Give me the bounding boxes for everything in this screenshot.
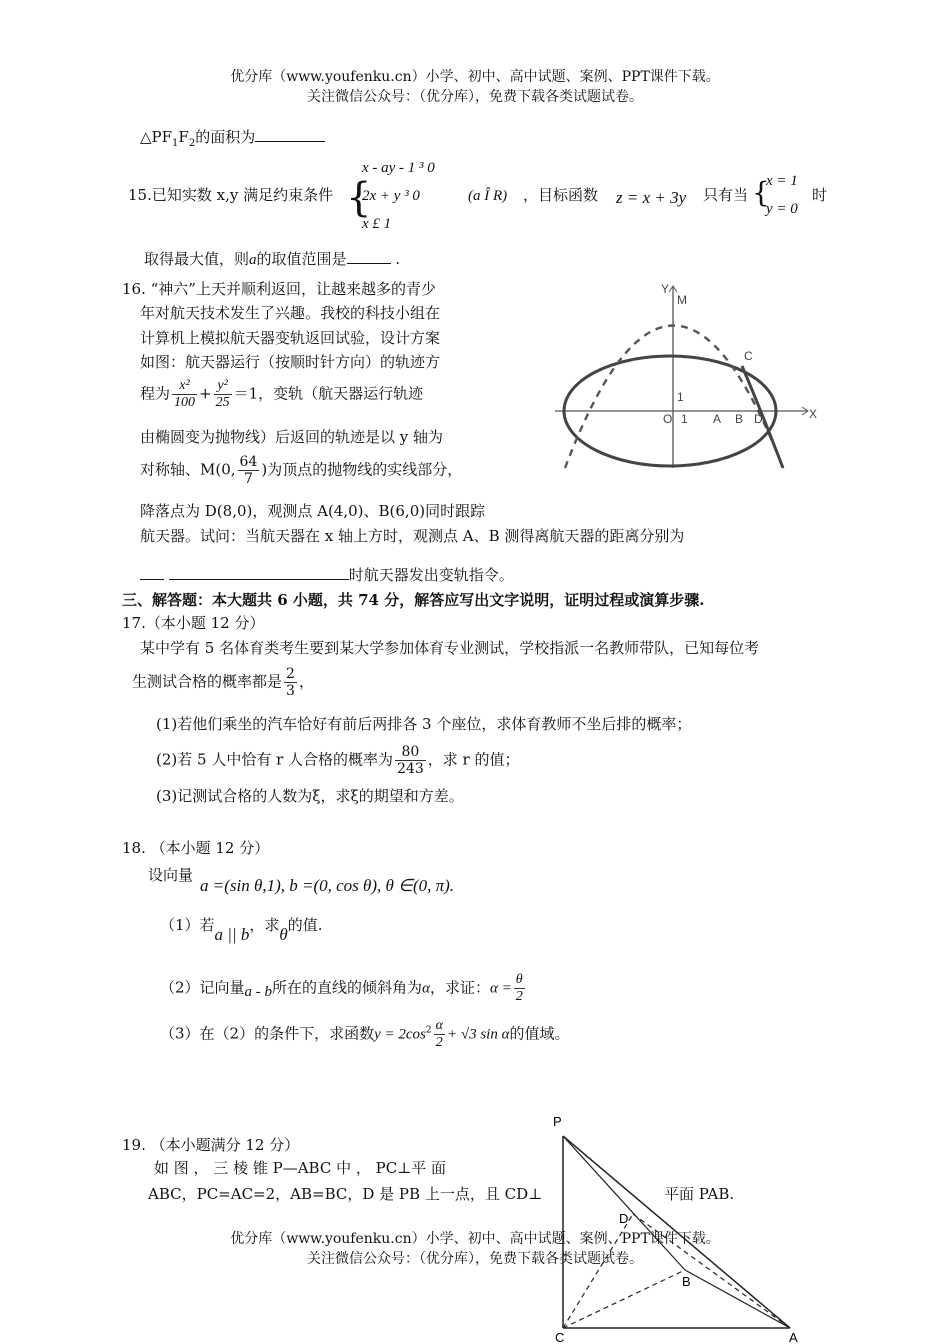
param-condition: (a Î R) [468,188,508,204]
pyramid-figure [545,1110,805,1344]
q18-sub-1: （1）若a || b，求θ的值. [160,916,323,944]
q16-line-9: 航天器。试问：当航天器在 x 轴上方时，观测点 A、B 测得离航天器的距离分别为 [140,527,685,545]
label-A: A [713,412,722,426]
edge-CB [563,1270,685,1328]
q16-line-6: 由椭圆变为抛物线）后返回的轨迹是以 y 轴为 [140,428,444,446]
q19-line-1: 如 图 ， 三 棱 锥 P—ABC 中 ， PC⊥平 面 [154,1159,447,1177]
q16-line-8: 降落点为 D(8,0)，观测点 A(4,0)、B(6,0)同时跟踪 [140,502,486,520]
q15-line2: 取得最大值，则a的取值范围是 . [144,250,401,268]
q19-line-2b: 平面 PAB. [664,1185,735,1203]
q17-line-1: 某中学有 5 名体育类考生要到某大学参加体育专业测试，学校指派一名教师带队，已知每位考 [140,639,760,657]
constraint-1: x - ay - 1 ³ 0 [362,160,435,176]
q15-mid: ，目标函数 [523,186,599,204]
q16-line-10: 时航天器发出变轨指令。 [140,564,514,585]
q18-title: 18. （本小题 12 分） [122,839,270,857]
label-1-y: 1 [677,390,684,404]
label-B: B [735,412,744,426]
footer-line-2: 关注微信公众号：（优分库），免费下载各类试题试卷。 [307,1251,643,1267]
q18-sub-3: （3）在（2）的条件下，求函数$y = 2\cos^2$ $\frac{\alpha}{2}$ + √3 sin α的值域。 [160,1018,570,1050]
label-C19: C [555,1330,565,1344]
q16-line-1: 16. “神六”上天并顺利返回，让越来越多的青少 [122,280,436,298]
label-B19: B [682,1274,691,1289]
label-O: O [663,412,673,426]
label-P: P [553,1114,562,1129]
label-A19: A [789,1330,798,1344]
label-X: X [809,407,818,421]
objective-function: z = x + 3y [616,188,687,207]
label-D: D [754,412,763,426]
q17-title: 17.（本小题 12 分） [122,614,265,632]
constraint-2: 2x + y ³ 0 [362,188,420,204]
header-line-2: 关注微信公众号：（优分库），免费下载各类试题试卷。 [307,89,643,105]
q17-sub-3: (3)记测试合格的人数为ξ，求ξ的期望和方差。 [156,787,464,805]
q17-sub-1: (1)若他们乘坐的汽车恰好有前后两排各 3 个座位，求体育教师不坐后排的概率； [156,715,692,733]
q18-sub-2: （2）记向量a - b所在的直线的倾斜角为α，求证：α = $\frac{\theta}{2}$ [160,972,523,1004]
q18-vectors: a =(sin θ,1), b =(0, cos θ), θ ∈(0, π). [200,876,455,895]
q14-line: $\triangle PF_1F_2$的面积为 [140,126,325,149]
edge-BA [685,1270,790,1328]
point-x: x = 1 [766,173,798,189]
label-M: M [677,293,687,307]
q15-tail: 只有当 [703,186,749,204]
q16-line-4: 如图：航天器运行（按顺时针方向）的轨迹方 [140,353,441,371]
footer-line-1: 优分库（www.youfenku.cn）小学、初中、高中试题、案例、PPT课件下载。 [230,1231,720,1247]
q16-line-2: 年对航天技术发生了兴趣。我校的科技小组在 [140,304,441,322]
q16-line-5: 程为 $\frac{\text{x²}}{100}$ + $\frac{\text{y²}}{25}$ ＝1，变轨（航天器运行轨迹 [140,378,424,410]
q19-line-2: ABC，PC=AC=2，AB=BC，D 是 PB 上一点，且 CD⊥ [148,1185,543,1203]
label-D19: D [619,1211,629,1226]
left-brace-2: { [752,176,770,209]
q16-line-7: 对称轴、M(0, $\frac{64}{7}$ )为顶点的抛物线的实线部分， [140,454,463,487]
orbit-figure [545,278,825,478]
constraint-3: x £ 1 [362,216,392,232]
q15-lead: 15.已知实数 x,y 满足约束条件 [128,186,334,204]
q15-end: 时 [812,186,828,204]
header-line-1: 优分库（www.youfenku.cn）小学、初中、高中试题、案例、PPT课件下载。 [230,69,720,85]
q17-line-2: 生测试合格的概率都是 $\frac{2}{3}$ ， [132,666,314,699]
point-y: y = 0 [766,201,798,217]
q16-line-3: 计算机上模拟航天器变轨返回试验，设计方案 [140,329,441,347]
label-C: C [744,349,753,363]
q18-lead: 设向量 [148,866,194,884]
q19-title: 19. （本小题满分 12 分） [122,1136,300,1154]
left-brace: { [346,175,372,221]
answer-blank [255,127,325,142]
section-3-heading: 三、解答题：本大题共 6 小题，共 74 分，解答应写出文字说明，证明过程或演算步骤. [122,591,705,609]
label-1-x: 1 [681,412,688,426]
label-Y: Y [661,282,670,296]
q17-sub-2: (2)若 5 人中恰有 r 人合格的概率为 $\frac{80}{243}$ ，求 r 的值； [156,744,520,777]
